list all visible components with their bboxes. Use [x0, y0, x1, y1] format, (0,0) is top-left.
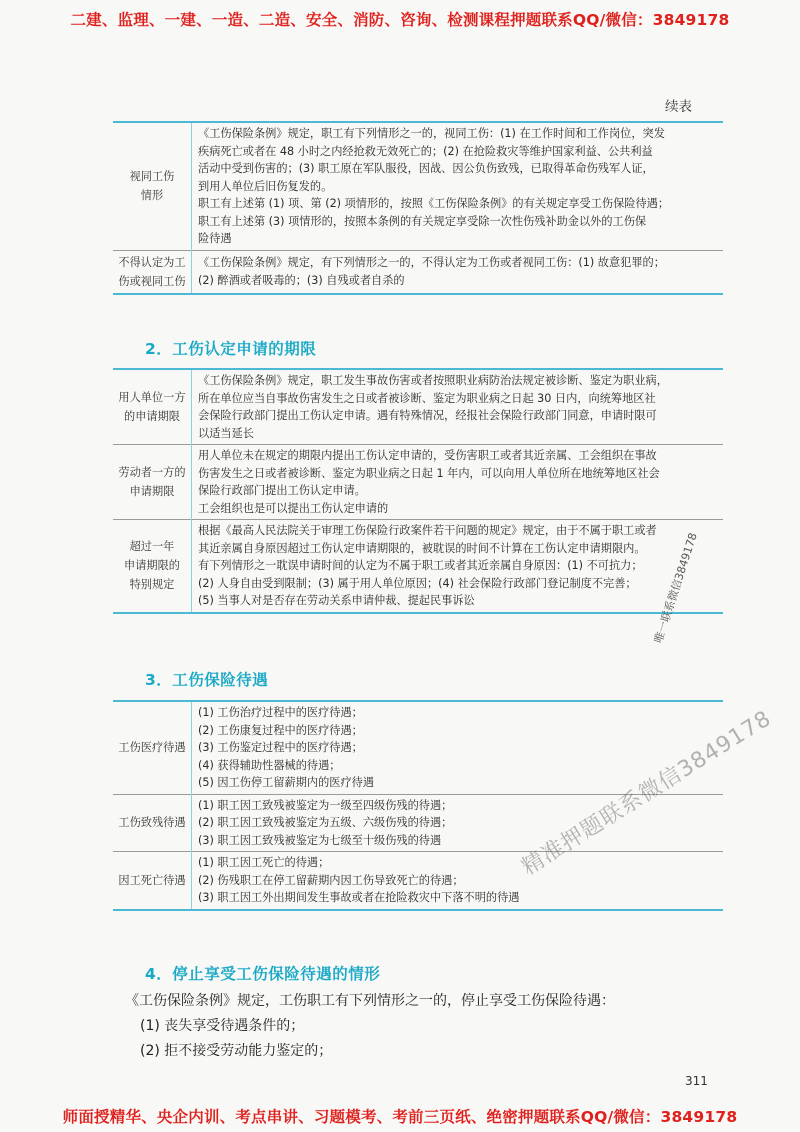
- row-label: 视同工伤 情形: [113, 122, 192, 250]
- row-label: 工伤医疗待遇: [113, 701, 192, 794]
- row-content: (1) 职工因工致残被鉴定为一级至四级伤残的待遇； (2) 职工因工致残被鉴定为五级、六级伤残的待遇； (3) 职工因工致残被鉴定为七级至十级伤残的待遇: [198, 798, 453, 847]
- bottom-contact-banner: 师面授精华、央企内训、考点串讲、习题模考、考前三页纸、绝密押题联系QQ/微信：3849178: [62, 1108, 738, 1126]
- table-application-deadline: [113, 368, 723, 614]
- row-label: 工伤致残待遇: [113, 794, 192, 852]
- row-label: 因工死亡待遇: [113, 852, 192, 910]
- row-label: 劳动者一方的 申请期限: [113, 445, 192, 520]
- watermark-large: 精准押题联系微信3849178: [517, 706, 776, 881]
- paragraph-line: (1) 丧失享受待遇条件的；: [140, 1018, 305, 1034]
- paragraph-line: 《工伤保险条例》规定，工伤职工有下列情形之一的，停止享受工伤保险待遇：: [125, 993, 615, 1009]
- row-content: (1) 工伤治疗过程中的医疗待遇； (2) 工伤康复过程中的医疗待遇； (3) 工伤鉴定过程中的医疗待遇； (4) 获得辅助性器械的待遇； (5) 因工伤停工留薪期内的医疗待遇: [198, 706, 375, 789]
- row-label: 不得认定为工 伤或视同工伤: [113, 250, 192, 294]
- table-row: [113, 520, 723, 613]
- row-content: 《工伤保险条例》规定，有下列情形之一的，不得认定为工伤或者视同工伤：(1) 故意犯罪的； (2) 醉酒或者吸毒的；(3) 自残或者自杀的: [198, 256, 665, 287]
- table-row: [113, 122, 723, 250]
- top-contact-banner: 二建、监理、一建、一造、二造、安全、消防、咨询、检测课程押题联系QQ/微信：3849178: [70, 11, 730, 29]
- section-3-title: 3．工伤保险待遇: [145, 671, 269, 689]
- page-number: 311: [685, 1074, 708, 1088]
- paragraph-line: (2) 拒不接受劳动能力鉴定的；: [140, 1043, 333, 1059]
- row-label: 用人单位一方 的申请期限: [113, 369, 192, 445]
- section-2-title: 2．工伤认定申请的期限: [145, 340, 317, 358]
- row-content: 用人单位未在规定的期限内提出工伤认定申请的，受伤害职工或者其近亲属、工会组织在事故 伤害发生之日或者被诊断、鉴定为职业病之日起 1 年内，可以向用人单位所在地统筹地区社会 保险行政部门提出工伤认定申请。 工会组织也是可以提出工伤认定申请的: [198, 449, 660, 515]
- row-content: 《工伤保险条例》规定，职工发生事故伤害或者按照职业病防治法规定被诊断、鉴定为职业病， 所在单位应当自事故伤害发生之日或者被诊断、鉴定为职业病之日起 30 日内，向统筹地区社 会保险行政部门提出工伤认定申请。遇有特殊情况，经报社会保险行政部门同意，申请时限可 以适当延长: [198, 374, 668, 440]
- row-content: 《工伤保险条例》规定，职工有下列情形之一的，视同工伤：(1) 在工作时间和工作岗位，突发 疾病死亡或者在 48 小时之内经抢救无效死亡的；(2) 在抢险救灾等维护国家利益、公共利益 活动中受到伤害的；(3) 职工原在军队服役，因战、因公负伤致残，已取得革命伤残军人证， 到用人单位后旧伤复发的。 职工有上述第 (1) 项、第 (2) 项情形的，按照《工伤保险条例》的有关规定享受工伤保险待遇； 职工有上述第 (3) 项情形的，按照本条例的有关规定享受除一次性伤残补助金以外的工伤保 险待遇: [198, 127, 670, 245]
- table-row: [113, 445, 723, 520]
- section-4-title: 4．停止享受工伤保险待遇的情形: [145, 965, 381, 983]
- row-label: 超过一年 申请期限的 特别规定: [113, 520, 192, 613]
- table-row: [113, 701, 723, 794]
- table-row: [113, 369, 723, 445]
- table-work-injury-cases: [113, 121, 723, 295]
- row-content: 根据《最高人民法院关于审理工伤保险行政案件若干问题的规定》规定，由于不属于职工或者 其近亲属自身原因超过工伤认定申请期限的，被耽误的时间不计算在工伤认定申请期限内。 有下列情形之一耽误申请时间的认定为不属于职工或者其近亲属自身原因：(1) 不可抗力； (2) 人身自由受到限制；(3) 属于用人单位原因；(4) 社会保险行政部门登记制度不完善； (5) 当事人对是否存在劳动关系申请仲裁、提起民事诉讼: [198, 524, 657, 607]
- continued-label: 续表: [665, 99, 692, 115]
- row-content: (1) 职工因工死亡的待遇； (2) 伤残职工在停工留薪期内因工伤导致死亡的待遇； (3) 职工因工外出期间发生事故或者在抢险救灾中下落不明的待遇: [198, 856, 520, 904]
- watermark-small: 唯一联系微信3849178: [651, 531, 700, 645]
- table-row: [113, 852, 723, 910]
- table-row: [113, 250, 723, 294]
